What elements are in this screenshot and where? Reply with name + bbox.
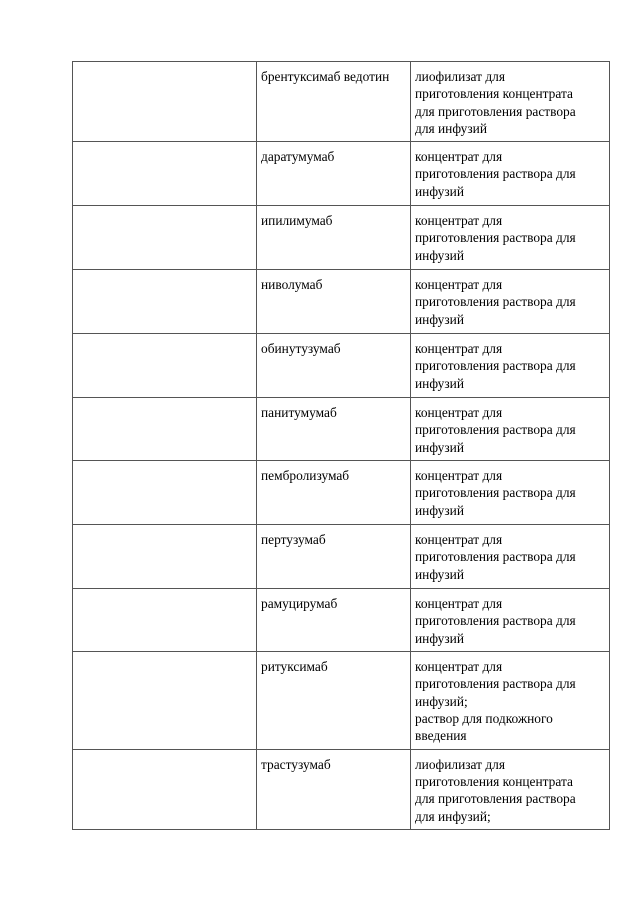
code-cell <box>73 142 257 206</box>
drug-table-body <box>73 62 610 830</box>
dosage-form-cell: лиофилизат для приготовления концентрата для приготовления раствора для инфузий <box>411 62 610 142</box>
code-cell <box>73 525 257 589</box>
drug-name-cell: трастузумаб <box>257 749 411 829</box>
drug-name-cell: обинутузумаб <box>257 334 411 398</box>
table-row <box>73 749 610 829</box>
code-cell <box>73 62 257 142</box>
table-row <box>73 142 610 206</box>
drug-name-cell: ипилимумаб <box>257 206 411 270</box>
code-cell <box>73 206 257 270</box>
table-row <box>73 461 610 525</box>
drug-name-cell: даратумумаб <box>257 142 411 206</box>
dosage-form-cell: концентрат для приготовления раствора для инфузий <box>411 525 610 589</box>
drug-name-cell: брентуксимаб ведотин <box>257 62 411 142</box>
table-row <box>73 589 610 652</box>
dosage-form-cell: концентрат для приготовления раствора для инфузий <box>411 461 610 525</box>
drug-table <box>72 61 610 830</box>
code-cell <box>73 749 257 829</box>
code-cell <box>73 461 257 525</box>
table-row <box>73 62 610 142</box>
drug-name-cell: ритуксимаб <box>257 652 411 749</box>
dosage-form-cell: концентрат для приготовления раствора для инфузий <box>411 589 610 652</box>
table-row <box>73 525 610 589</box>
table-row <box>73 270 610 334</box>
dosage-form-cell: концентрат для приготовления раствора для инфузий <box>411 142 610 206</box>
code-cell <box>73 398 257 461</box>
drug-name-cell: пертузумаб <box>257 525 411 589</box>
dosage-form-cell: концентрат для приготовления раствора для инфузий <box>411 206 610 270</box>
drug-name-cell: ниволумаб <box>257 270 411 334</box>
code-cell <box>73 270 257 334</box>
dosage-form-cell: лиофилизат для приготовления концентрата для приготовления раствора для инфузий; <box>411 749 610 829</box>
code-cell <box>73 589 257 652</box>
drug-name-cell: панитумумаб <box>257 398 411 461</box>
drug-name-cell: пембролизумаб <box>257 461 411 525</box>
table-row <box>73 652 610 749</box>
code-cell <box>73 652 257 749</box>
dosage-form-cell: концентрат для приготовления раствора для инфузий <box>411 334 610 398</box>
code-cell <box>73 334 257 398</box>
table-row <box>73 334 610 398</box>
drug-name-cell: рамуцирумаб <box>257 589 411 652</box>
table-row <box>73 398 610 461</box>
dosage-form-cell: концентрат для приготовления раствора для инфузий; раствор для подкожного введения <box>411 652 610 749</box>
dosage-form-cell: концентрат для приготовления раствора для инфузий <box>411 398 610 461</box>
table-row <box>73 206 610 270</box>
dosage-form-cell: концентрат для приготовления раствора для инфузий <box>411 270 610 334</box>
